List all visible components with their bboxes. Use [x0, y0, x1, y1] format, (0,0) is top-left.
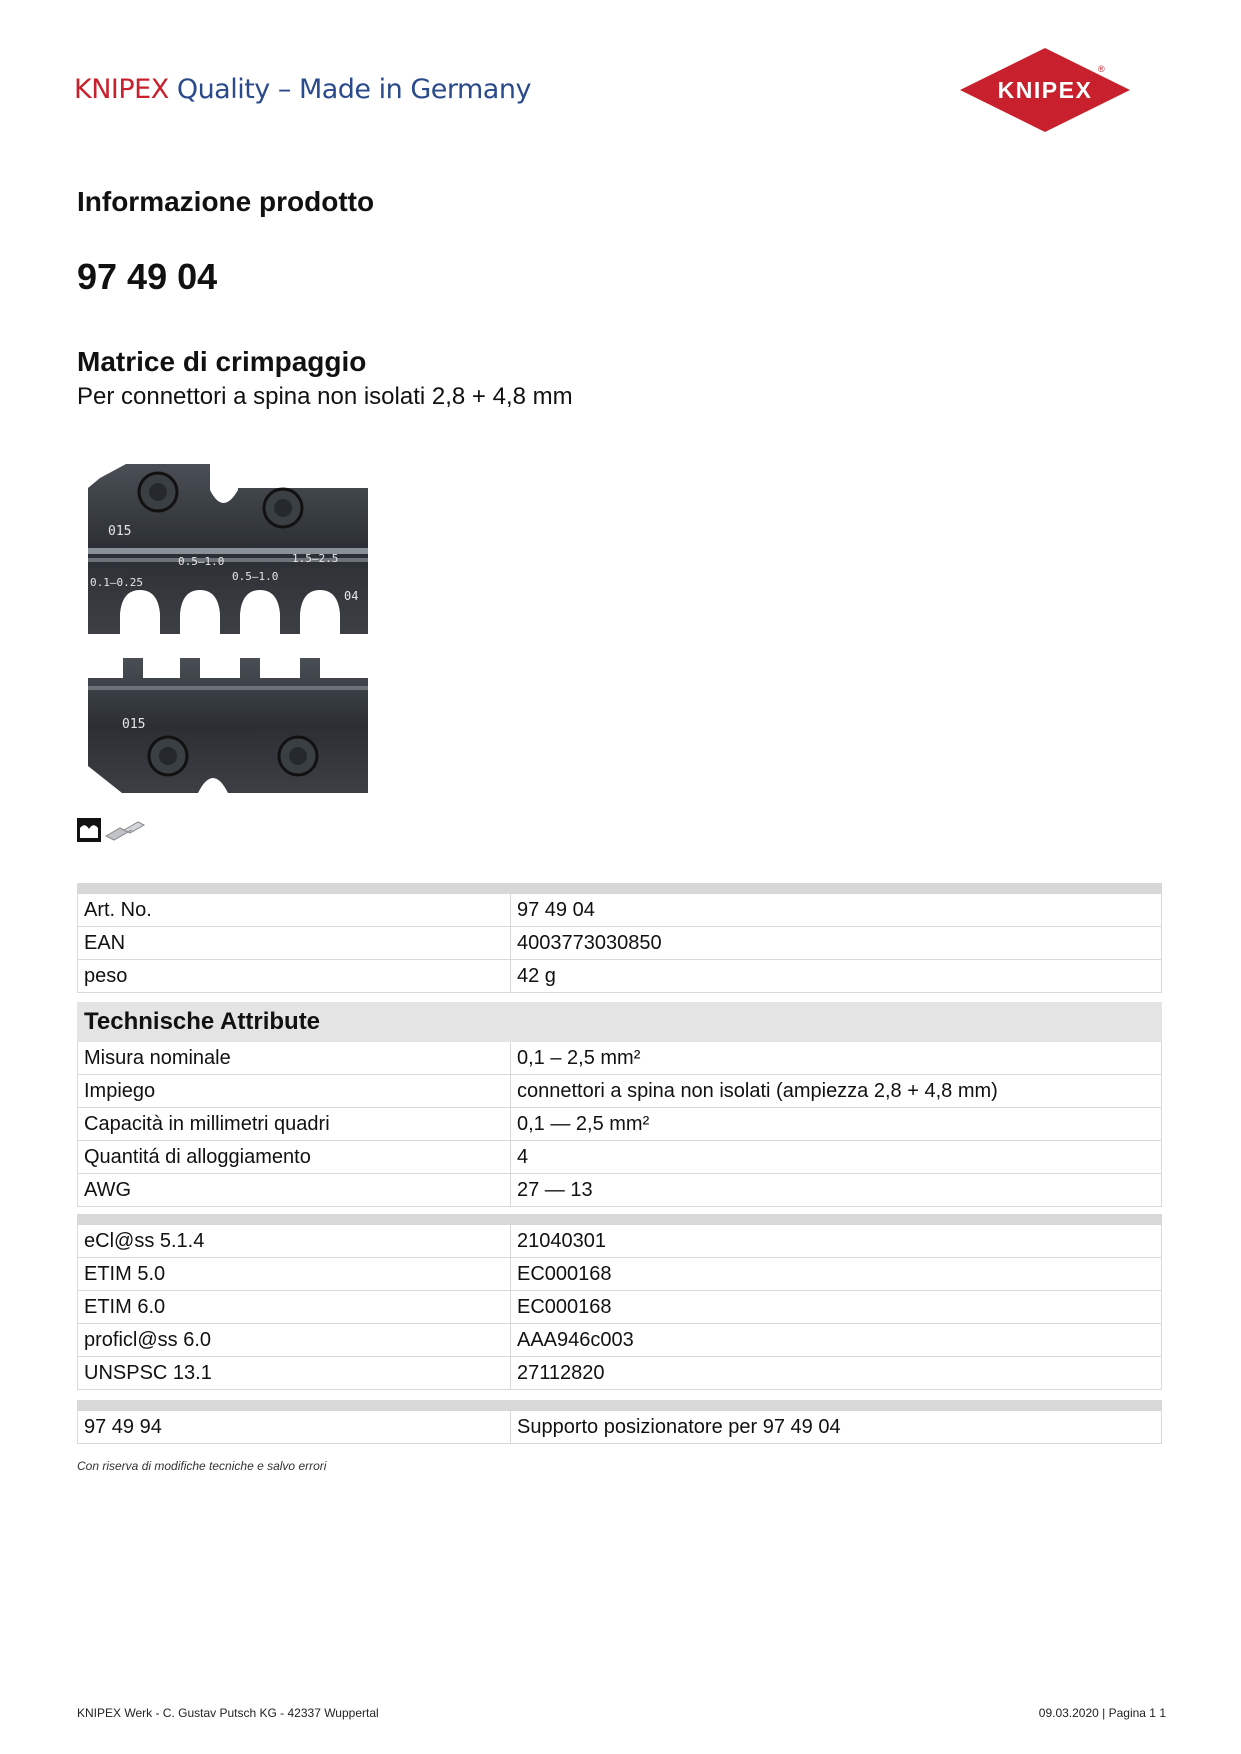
brand-slogan: Quality – Made in Germany: [176, 74, 531, 105]
footer-company: KNIPEX Werk - C. Gustav Putsch KG - 42337 Wuppertal: [77, 1706, 379, 1720]
knipex-logo: [958, 46, 1132, 134]
lower-die-code-label: 015: [122, 717, 146, 732]
attr-label: Misura nominale: [78, 1042, 511, 1075]
ean-label: EAN: [78, 927, 511, 960]
connector-icon: [104, 816, 146, 842]
class-label: ETIM 6.0: [78, 1291, 511, 1324]
attr-value: 4: [511, 1141, 1162, 1174]
class-label: ETIM 5.0: [78, 1258, 511, 1291]
table-row: [78, 1075, 1162, 1108]
logo-registered-mark: ®: [1098, 64, 1105, 74]
basic-info-table: [77, 883, 1162, 993]
upper-range-label-1: 0.5–1.0: [178, 555, 225, 568]
table-cap-row: [78, 1401, 1162, 1411]
attr-value: 0,1 – 2,5 mm²: [511, 1042, 1162, 1075]
table-cap-row: [78, 884, 1162, 894]
table-row: [78, 1108, 1162, 1141]
table-cap-row: [78, 1215, 1162, 1225]
section-title: Informazione prodotto: [77, 186, 375, 217]
brand-name: KNIPEX: [74, 74, 169, 105]
weight-label: peso: [78, 960, 511, 993]
logo-text: KNIPEX: [997, 77, 1093, 103]
article-number-title: 97 49 04: [77, 256, 218, 297]
table-row: [78, 1258, 1162, 1291]
classification-table: [77, 1214, 1162, 1390]
technical-attributes-table: [77, 1002, 1162, 1207]
table-row: [78, 1225, 1162, 1258]
class-value: AAA946c003: [511, 1324, 1162, 1357]
lower-range-label-1: 0.1–0.25: [90, 576, 143, 589]
table-row: [78, 1042, 1162, 1075]
class-value: EC000168: [511, 1291, 1162, 1324]
disclaimer: Con riserva di modifiche tecniche e salvo errori: [77, 1459, 327, 1473]
header-tagline: [74, 74, 531, 105]
class-label: proficl@ss 6.0: [78, 1324, 511, 1357]
accessory-description: Supporto posizionatore per 97 49 04: [511, 1411, 1162, 1444]
table-row: [78, 927, 1162, 960]
upper-die-code-label: 015: [108, 524, 132, 539]
class-label: UNSPSC 13.1: [78, 1357, 511, 1390]
upper-die-number-label: 04: [344, 589, 359, 603]
product-description: Per connettori a spina non isolati 2,8 + 4,8 mm: [77, 383, 573, 410]
table-row: [78, 1141, 1162, 1174]
art-no-value: 97 49 04: [511, 894, 1162, 927]
table-row: [78, 894, 1162, 927]
accessories-table: [77, 1400, 1162, 1444]
attr-value: 27 — 13: [511, 1174, 1162, 1207]
table-row: [78, 1174, 1162, 1207]
weight-value: 42 g: [511, 960, 1162, 993]
table-row: [78, 960, 1162, 993]
class-value: 21040301: [511, 1225, 1162, 1258]
attr-value: 0,1 — 2,5 mm²: [511, 1108, 1162, 1141]
attr-label: Capacità in millimetri quadri: [78, 1108, 511, 1141]
crimp-die-icon: [77, 818, 101, 842]
class-value: EC000168: [511, 1258, 1162, 1291]
table-row: [78, 1291, 1162, 1324]
product-name: Matrice di crimpaggio: [77, 346, 367, 377]
art-no-label: Art. No.: [78, 894, 511, 927]
attr-label: Quantitá di alloggiamento: [78, 1141, 511, 1174]
class-value: 27112820: [511, 1357, 1162, 1390]
lower-range-label-2: 0.5–1.0: [232, 570, 279, 583]
attr-value: connettori a spina non isolati (ampiezza 2,8 + 4,8 mm): [511, 1075, 1162, 1108]
table-row: [78, 1357, 1162, 1390]
table-row: [78, 1324, 1162, 1357]
attr-label: Impiego: [78, 1075, 511, 1108]
technical-section-title: Technische Attribute: [78, 1003, 1162, 1042]
crimp-die-lower-image: [88, 658, 368, 793]
footer-date-page: 09.03.2020 | Pagina 1 1: [1038, 1706, 1166, 1720]
ean-value: 4003773030850: [511, 927, 1162, 960]
upper-range-label-2: 1.5–2.5: [292, 552, 339, 565]
attr-label: AWG: [78, 1174, 511, 1207]
technical-section-header: [78, 1003, 1162, 1042]
crimp-die-upper-image: [88, 464, 368, 634]
class-label: eCl@ss 5.1.4: [78, 1225, 511, 1258]
table-row: [78, 1411, 1162, 1444]
accessory-article-number: 97 49 94: [78, 1411, 511, 1444]
